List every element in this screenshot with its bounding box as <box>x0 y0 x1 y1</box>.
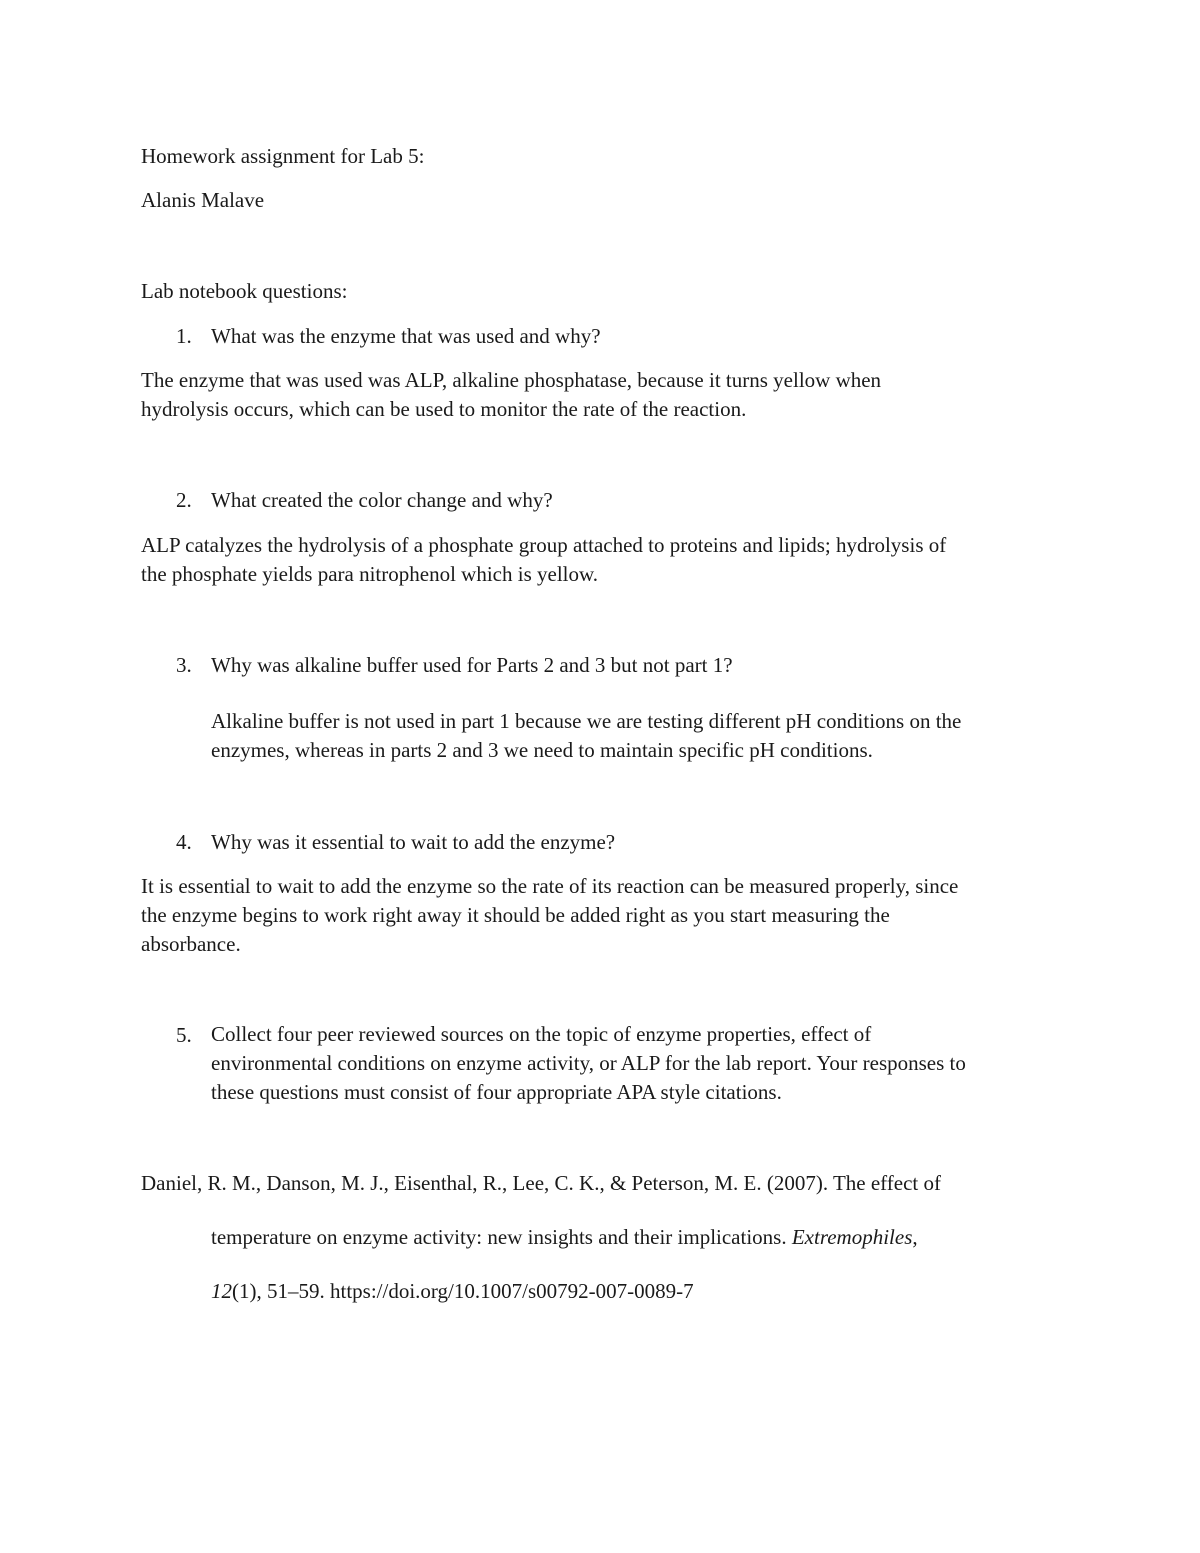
answer-3 <box>211 707 961 765</box>
citation-doi: (1), 51–59. https://doi.org/10.1007/s00792-007-0089-7 <box>232 1279 694 1303</box>
answer-line: ALP catalyzes the hydrolysis of a phosphate group attached to proteins and lipids; hydrolysis of <box>141 533 947 557</box>
answer-line: Alkaline buffer is not used in part 1 because we are testing different pH conditions on the <box>211 709 962 733</box>
question-line: Why was it essential to wait to add the enzyme? <box>211 830 616 854</box>
citation-line <box>211 1281 694 1302</box>
author-name: Alanis Malave <box>141 188 265 212</box>
journal-name: Extremophiles <box>791 1225 913 1249</box>
question-line: Why was alkaline buffer used for Parts 2 and 3 but not part 1? <box>211 653 733 677</box>
document-title: Homework assignment for Lab 5: <box>141 144 425 168</box>
answer-line: The enzyme that was used was ALP, alkaline phosphatase, because it turns yellow when <box>141 368 882 392</box>
journal-volume: 12 <box>211 1279 232 1303</box>
question-number: 3. <box>176 653 192 677</box>
question-number: 2. <box>176 488 192 512</box>
citation-punctuation: , <box>912 1225 918 1249</box>
answer-line: the enzyme begins to work right away it should be added right as you start measuring the <box>141 903 890 927</box>
answer-line: It is essential to wait to add the enzyme so the rate of its reaction can be measured properly, since <box>141 874 959 898</box>
question-line: Collect four peer reviewed sources on the topic of enzyme properties, effect of <box>211 1022 872 1046</box>
answer-1 <box>141 366 881 424</box>
answer-line: absorbance. <box>141 932 241 956</box>
question-number: 4. <box>176 830 192 854</box>
question-number: 5. <box>176 1023 192 1047</box>
citation-line: Daniel, R. M., Danson, M. J., Eisenthal, R., Lee, C. K., & Peterson, M. E. (2007). The effect of <box>141 1171 942 1195</box>
section-heading: Lab notebook questions: <box>141 279 348 303</box>
question-line: What created the color change and why? <box>211 488 553 512</box>
citation-line <box>211 1227 918 1248</box>
answer-line: hydrolysis occurs, which can be used to monitor the rate of the reaction. <box>141 397 747 421</box>
question-line: What was the enzyme that was used and why? <box>211 324 601 348</box>
answer-line: the phosphate yields para nitrophenol which is yellow. <box>141 562 599 586</box>
answer-2 <box>141 531 946 589</box>
question-text <box>211 322 601 351</box>
question-text <box>211 651 733 680</box>
question-text <box>211 486 553 515</box>
citation-title-text: temperature on enzyme activity: new insights and their implications. <box>211 1225 792 1249</box>
question-line: these questions must consist of four appropriate APA style citations. <box>211 1080 782 1104</box>
question-line: environmental conditions on enzyme activity, or ALP for the lab report. Your responses to <box>211 1051 966 1075</box>
question-number: 1. <box>176 324 192 348</box>
question-text <box>211 828 615 857</box>
answer-line: enzymes, whereas in parts 2 and 3 we need to maintain specific pH conditions. <box>211 738 873 762</box>
answer-4 <box>141 872 958 959</box>
question-text <box>211 1020 966 1107</box>
